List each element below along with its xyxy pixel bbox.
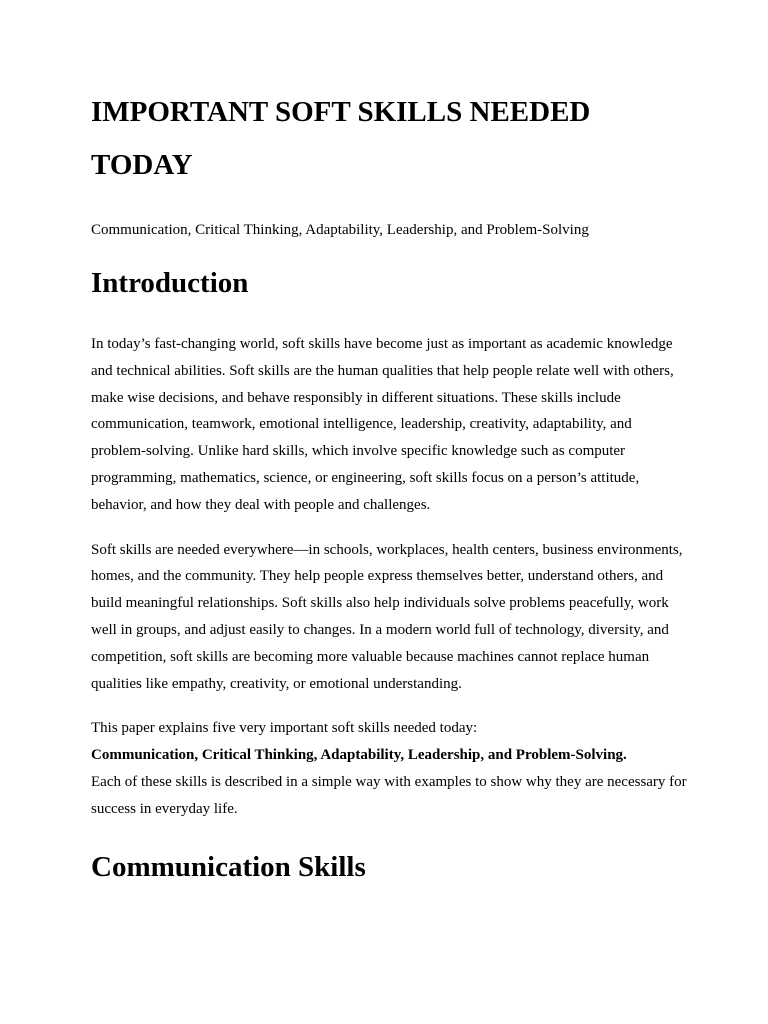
introduction-paragraph-3-outro: Each of these skills is described in a simple way with examples to show why they are necessary for success in everyday life. xyxy=(91,773,687,817)
document-title: IMPORTANT SOFT SKILLS NEEDED TODAY xyxy=(91,96,591,181)
introduction-paragraph-2: Soft skills are needed everywhere—in schools, workplaces, health centers, business environments, homes, and the community. They help people express themselves better, understand others, and build meaningful relationships. Soft skills also help individuals solve problems peacefully, work well in groups, and adjust easily to changes. In a modern world full of technology, diversity, and competition, soft skills are becoming more valuable because machines cannot replace human qualities like empathy, creativity, or emotional understanding. xyxy=(91,541,683,692)
section-heading-communication: Communication Skills xyxy=(91,850,366,883)
introduction-skills-list: Communication, Critical Thinking, Adaptability, Leadership, and Problem-Solving. xyxy=(91,747,627,764)
introduction-paragraph-1: In today’s fast-changing world, soft skills have become just as important as academic knowledge and technical abilities. Soft skills are the human qualities that help people relate well with others, make wise decisions, and behave responsibly in different situations. These skills include communication, teamwork, emotional intelligence, leadership, creativity, adaptability, and problem-solving. Unlike hard skills, which involve specific knowledge such as computer programming, mathematics, science, or engineering, soft skills focus on a person’s attitude, behavior, and how they deal with people and challenges. xyxy=(91,336,674,513)
section-heading-introduction: Introduction xyxy=(91,267,249,299)
document-content xyxy=(91,86,687,887)
document-subtitle: Communication, Critical Thinking, Adaptability, Leadership, and Problem-Solving xyxy=(91,222,589,238)
introduction-paragraph-3-intro: This paper explains five very important soft skills needed today: xyxy=(91,720,478,737)
